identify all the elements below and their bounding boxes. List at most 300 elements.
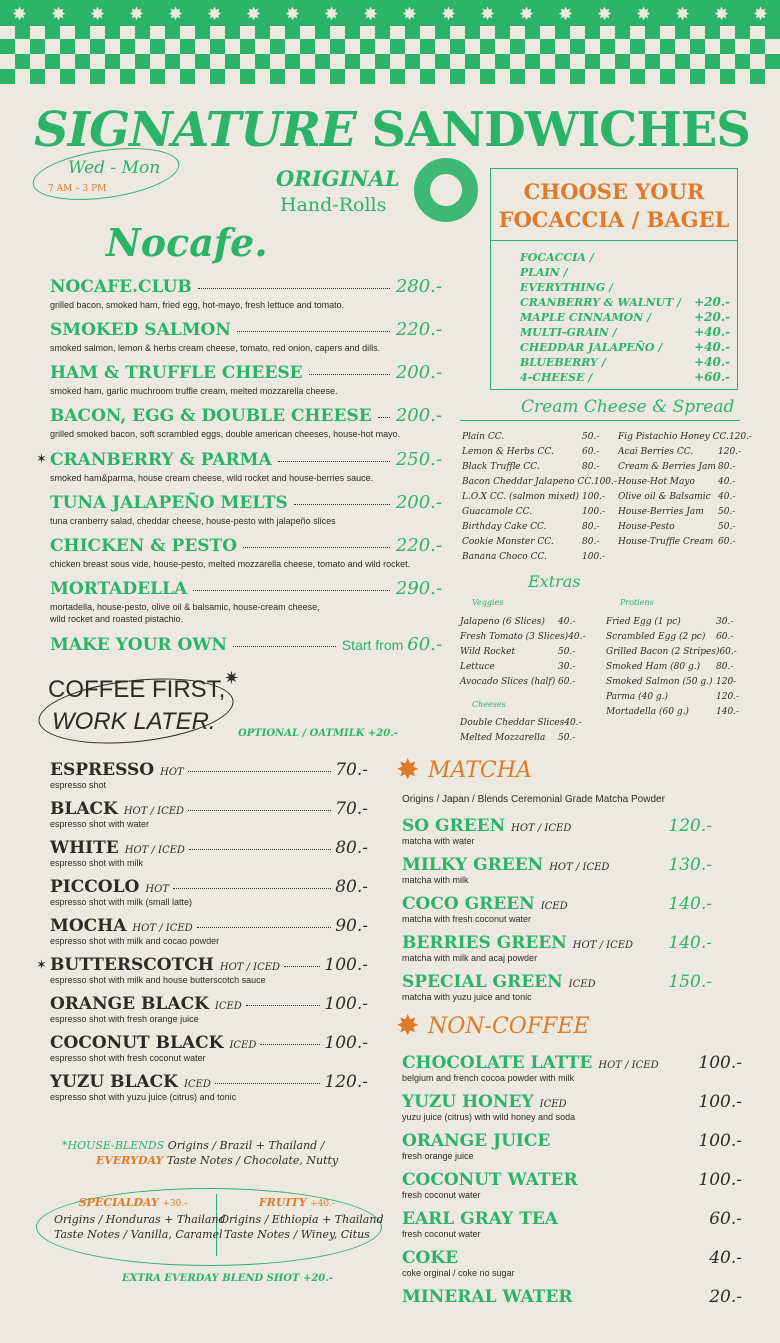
spread-price: 80.- xyxy=(582,462,600,472)
item-name: PICCOLO xyxy=(50,877,140,897)
make-your-own xyxy=(50,634,442,655)
list-item xyxy=(618,445,748,460)
list-item xyxy=(462,550,612,565)
extra-name: Smoked Salmon (50 g.) xyxy=(606,677,713,687)
spread-price: 100.- xyxy=(593,477,617,487)
spread-price: 100.- xyxy=(582,552,606,562)
list-item xyxy=(462,445,612,460)
item-desc: smoked ham, garlic muchroom truffle cream, melted mozzarella cheese. xyxy=(50,386,338,396)
open-days: Wed - Mon xyxy=(68,158,161,178)
sparkle-icon: ✸ xyxy=(167,4,184,25)
item-desc: mortadella, house-pesto, olive oil & balsamic, house-cream cheese, xyxy=(50,602,320,612)
list-item xyxy=(460,716,588,731)
cream-cheese-list-left xyxy=(462,430,617,565)
list-item xyxy=(460,630,588,645)
sparkle-icon: ✸ xyxy=(635,4,652,25)
menu-item xyxy=(50,362,442,397)
item-name: ORANGE JUICE xyxy=(402,1131,551,1151)
spread-price: 50.- xyxy=(718,522,736,532)
drink-item xyxy=(402,933,712,964)
sparkle-icon: ✸ xyxy=(440,4,457,25)
list-item xyxy=(462,475,617,490)
item-name: NOCAFE.CLUB xyxy=(50,277,192,297)
item-desc: espresso shot with milk (small latte) xyxy=(50,897,193,907)
spread-name: House-Berries Jam xyxy=(618,507,704,517)
item-price: 150.- xyxy=(668,972,712,992)
item-desc: grilled bacon, smoked ham, fried egg, hot-mayo, fresh lettuce and tomato. xyxy=(50,300,345,310)
matcha-title: MATCHA xyxy=(428,758,532,783)
sparkle-icon: ✸ xyxy=(11,4,28,25)
focaccia-list xyxy=(520,250,730,385)
item-price: 280.- xyxy=(395,276,442,297)
item-desc: tuna cranberry salad, cheddar cheese, house-pesto with jalapeño slices xyxy=(50,516,336,526)
sparkle-icon: ✸ xyxy=(323,4,340,25)
cheeses-list xyxy=(460,716,588,746)
extra-price: 60.- xyxy=(719,647,737,657)
bread-name: MAPLE CINNAMON / xyxy=(520,311,652,324)
extra-name: Grilled Bacon (2 Stripes) xyxy=(606,647,720,657)
extra-name: Wild Rocket xyxy=(460,647,516,657)
original-label: ORIGINAL xyxy=(276,166,400,191)
coffee-item xyxy=(50,760,368,791)
extra-price: 40.- xyxy=(568,632,586,642)
spread-price: 40.- xyxy=(718,477,736,487)
drink-item xyxy=(402,1170,742,1201)
item-name: BACON, EGG & DOUBLE CHEESE xyxy=(50,406,372,426)
item-price: 80.- xyxy=(335,838,368,858)
spread-name: Birthday Cake CC. xyxy=(462,522,547,532)
list-item xyxy=(606,690,746,705)
menu-item xyxy=(50,535,442,570)
item-tags: ICED xyxy=(214,1001,242,1012)
item-tags: HOT / ICED xyxy=(132,923,193,934)
extras-title: Extras xyxy=(528,572,581,591)
list-item xyxy=(520,280,730,295)
title-sandwiches: SANDWICHES xyxy=(371,102,750,158)
item-price: 100.- xyxy=(698,1092,742,1112)
item-desc: espresso shot xyxy=(50,780,107,790)
blend-notes: Taste Notes / Vanilla, Caramel xyxy=(54,1228,223,1241)
focaccia-title xyxy=(490,178,738,234)
fruity-blend xyxy=(220,1195,384,1242)
sparkle-icon: ✸ xyxy=(128,4,145,25)
item-name: MOCHA xyxy=(50,916,127,936)
item-desc: belgium and french cocoa powder with milk xyxy=(402,1073,575,1083)
spread-name: Cookie Monster CC. xyxy=(462,537,554,547)
list-item xyxy=(520,340,730,355)
cream-cheese-title: Cream Cheese & Spread xyxy=(521,397,735,417)
sparkle-icon: ✸ xyxy=(518,4,535,25)
extra-price: 140.- xyxy=(716,707,740,717)
open-hours: 7 AM – 3 PM xyxy=(48,184,107,194)
sparkle-icon: ✸ xyxy=(752,4,769,25)
list-item xyxy=(460,615,588,630)
drink-item xyxy=(402,1131,742,1162)
bread-name: MULTI-GRAIN / xyxy=(520,326,617,339)
spread-price: 50.- xyxy=(718,507,736,517)
spread-price: 50.- xyxy=(582,432,600,442)
item-name: COKE xyxy=(402,1248,459,1268)
item-price: 220.- xyxy=(395,535,442,556)
bread-name: CHEDDAR JALAPEÑO / xyxy=(520,341,663,354)
spread-name: Banana Choco CC. xyxy=(462,552,547,562)
item-name: CRANBERRY & PARMA xyxy=(50,450,272,470)
item-price: 290.- xyxy=(395,578,442,599)
item-desc: grilled smoked bacon, soft scrambled eggs, double american cheeses, house-hot mayo. xyxy=(50,429,401,439)
item-name: BLACK xyxy=(50,799,118,819)
item-name: YUZU HONEY xyxy=(402,1092,534,1112)
item-tags: HOT / ICED xyxy=(572,940,634,951)
noncoffee-title: NON-COFFEE xyxy=(428,1014,590,1039)
item-desc: fresh coconut water xyxy=(402,1229,481,1239)
list-item xyxy=(462,505,612,520)
list-item xyxy=(460,675,588,690)
cream-cheese-list-right xyxy=(618,430,753,550)
menu-item xyxy=(50,578,442,625)
item-desc: espresso shot with milk and house butterscotch sauce xyxy=(50,975,266,985)
extra-price: 40.- xyxy=(558,617,576,627)
sparkle-icon: ✷ xyxy=(224,668,240,689)
item-price: 40.- xyxy=(709,1248,742,1268)
cheeses-label: Cheeses xyxy=(472,700,506,709)
extra-price: 60.- xyxy=(558,677,576,687)
menu-item xyxy=(50,276,442,311)
list-item xyxy=(618,520,748,535)
extra-price: 50.- xyxy=(558,647,576,657)
list-item xyxy=(462,460,612,475)
spread-name: Guacamole CC. xyxy=(462,507,533,517)
list-item xyxy=(606,705,746,720)
item-desc: fresh coconut water xyxy=(402,1190,481,1200)
item-price: 220.- xyxy=(395,319,442,340)
bread-price: +40.- xyxy=(694,355,730,369)
sparkle-icon: ✸ xyxy=(206,4,223,25)
item-tags: ICED xyxy=(568,979,596,990)
list-item xyxy=(618,430,753,445)
veggies-list xyxy=(460,615,588,690)
item-name: WHITE xyxy=(50,838,119,858)
coffee-item xyxy=(50,838,368,869)
bread-price: +20.- xyxy=(694,310,730,324)
item-desc: espresso shot with milk xyxy=(50,858,144,868)
menu-item xyxy=(50,319,442,354)
sparkle-icon: ✸ xyxy=(674,4,691,25)
item-price: 60.- xyxy=(709,1209,742,1229)
title-signature: SIGNATURE xyxy=(34,102,356,158)
item-price: 80.- xyxy=(335,877,368,897)
item-name: MINERAL WATER xyxy=(402,1287,573,1307)
sparkle-icon: ✸ xyxy=(362,4,379,25)
list-item xyxy=(520,355,730,370)
item-desc: yuzu juice (citrus) with wild honey and soda xyxy=(402,1112,576,1122)
spread-name: L.O.X CC. (salmon mixed) xyxy=(462,492,580,502)
list-item xyxy=(462,490,612,505)
hand-rolls-label: Hand-Rolls xyxy=(280,194,387,216)
divider xyxy=(490,240,738,241)
drink-item xyxy=(402,1209,742,1240)
item-price: 100.- xyxy=(698,1053,742,1073)
drink-item xyxy=(402,816,712,847)
price-prefix: Start from xyxy=(341,637,404,653)
spread-name: Fig Pistachio Honey CC. xyxy=(618,432,729,442)
list-item xyxy=(462,430,612,445)
item-desc: smoked ham&parma, house cream cheese, wild rocket and house-berries sauce. xyxy=(50,473,374,483)
bread-name: FOCACCIA / xyxy=(520,251,594,264)
drink-item xyxy=(402,1287,742,1307)
list-item xyxy=(618,460,748,475)
bread-price xyxy=(680,250,730,265)
list-item xyxy=(520,325,730,340)
item-tags: ICED xyxy=(183,1079,211,1090)
drink-item xyxy=(402,1248,742,1279)
menu-item xyxy=(50,492,442,527)
item-tags: HOT / ICED xyxy=(598,1060,659,1071)
extra-name: Parma (40 g.) xyxy=(606,692,669,702)
divider xyxy=(460,420,740,421)
spread-price: 80.- xyxy=(582,537,600,547)
menu-item xyxy=(50,449,442,484)
item-price: 120.- xyxy=(324,1072,368,1092)
extra-price: 40.- xyxy=(564,718,582,728)
item-price: 130.- xyxy=(668,855,712,875)
item-name: ORANGE BLACK xyxy=(50,994,209,1014)
extra-name: Smoked Ham (80 g.) xyxy=(606,662,701,672)
bread-price: +60.- xyxy=(694,370,730,384)
item-desc: espresso shot with fresh coconut water xyxy=(50,1053,206,1063)
extra-name: Fresh Tomato (3 Slices) xyxy=(460,632,569,642)
item-desc: espresso shot with fresh orange juice xyxy=(50,1014,199,1024)
coffee-heading-2: WORK LATER. xyxy=(52,708,216,735)
spread-name: Black Truffle CC. xyxy=(462,462,540,472)
item-desc: smoked salmon, lemon & herbs cream cheese, tomato, red onion, capers and dills. xyxy=(50,343,381,353)
spread-name: Acai Berries CC. xyxy=(618,447,694,457)
item-name: SO GREEN xyxy=(402,816,506,836)
item-name: HAM & TRUFFLE CHEESE xyxy=(50,363,303,383)
extra-name: Lettuce xyxy=(460,662,495,672)
bread-name: BLUEBERRY / xyxy=(520,356,606,369)
item-name: COCO GREEN xyxy=(402,894,535,914)
item-name: ESPRESSO xyxy=(50,760,155,780)
optional-note: OPTIONAL / OATMILK +20.- xyxy=(238,728,398,739)
extra-name: Jalapeno (6 Slices) xyxy=(460,617,545,627)
item-price: 100.- xyxy=(698,1170,742,1190)
item-name: EARL GRAY TEA xyxy=(402,1209,558,1229)
drink-item xyxy=(402,894,712,925)
item-desc: matcha with milk xyxy=(402,875,469,885)
list-item xyxy=(460,645,588,660)
extra-name: Fried Egg (1 pc) xyxy=(606,617,681,627)
item-tags: HOT / ICED xyxy=(124,845,185,856)
drink-item xyxy=(402,972,712,1003)
sparkle-icon: ✸ xyxy=(596,4,613,25)
list-item xyxy=(618,535,748,550)
star-burst-icon: ✸ xyxy=(396,753,420,786)
coffee-item xyxy=(50,1033,368,1064)
house-blends xyxy=(62,1138,362,1168)
spread-price: 60.- xyxy=(582,447,600,457)
item-tags: HOT xyxy=(145,884,169,895)
item-tags: HOT / ICED xyxy=(511,823,572,834)
spread-price: 80.- xyxy=(718,462,736,472)
everyday-label: EVERYDAY xyxy=(96,1154,164,1167)
item-price: 140.- xyxy=(668,894,712,914)
spread-name: Cream & Berries Jam xyxy=(618,462,716,472)
item-price: 200.- xyxy=(395,492,442,513)
bread-name: EVERYTHING / xyxy=(520,281,613,294)
item-desc: chicken breast sous vide, house-pesto, melted mozzarella cheese, tomato and wild rocket. xyxy=(50,559,411,569)
blend-origins: Origins / Honduras + Thailand xyxy=(54,1213,226,1226)
item-name: MILKY GREEN xyxy=(402,855,544,875)
item-price: 100.- xyxy=(324,994,368,1014)
blend-price: +40.- xyxy=(310,1199,336,1209)
list-item xyxy=(606,645,746,660)
bread-price: +40.- xyxy=(694,325,730,339)
spread-name: House-Pesto xyxy=(618,522,675,532)
item-desc: espresso shot with water xyxy=(50,819,150,829)
extra-price: 120- xyxy=(716,677,737,687)
item-tags: ICED xyxy=(539,1099,567,1110)
bread-price: +20.- xyxy=(694,295,730,309)
spread-price: 40.- xyxy=(718,492,736,502)
item-tags: HOT / ICED xyxy=(123,806,185,817)
item-desc: matcha with milk and acaj powder xyxy=(402,953,538,963)
extra-name: Mortadella (60 g.) xyxy=(606,707,689,717)
item-desc: espresso shot with yuzu juice (citrus) and tonic xyxy=(50,1092,237,1102)
list-item xyxy=(618,490,748,505)
item-price: 100.- xyxy=(324,955,368,975)
item-price: 70.- xyxy=(335,760,368,780)
star-icon: ✶ xyxy=(36,452,47,467)
proteins-label: Protiens xyxy=(620,598,654,607)
everyday-notes: Taste Notes / Chocolate, Nutty xyxy=(166,1154,339,1167)
spread-price: 120.- xyxy=(728,432,753,442)
spread-price: 60.- xyxy=(718,537,736,547)
item-desc: espresso shot with milk and cocao powder xyxy=(50,936,220,946)
item-price: 140.- xyxy=(668,933,712,953)
sparkle-icon: ✸ xyxy=(284,4,301,25)
spread-name: Bacon Cheddar Jalapeno CC. xyxy=(462,477,594,487)
item-tags: ICED xyxy=(540,901,568,912)
spread-name: Lemon & Herbs CC. xyxy=(462,447,554,457)
list-item xyxy=(460,660,588,675)
item-price: 100.- xyxy=(324,1033,368,1053)
sparkle-icon: ✸ xyxy=(479,4,496,25)
sparkle-icon: ✸ xyxy=(245,4,262,25)
extra-price: 120.- xyxy=(716,692,740,702)
drink-item xyxy=(402,855,712,886)
item-name: SPECIAL GREEN xyxy=(402,972,563,992)
extra-price: 50.- xyxy=(558,733,576,743)
sparkle-icon: ✸ xyxy=(50,4,67,25)
coffee-item xyxy=(50,955,368,986)
item-desc: coke orginal / coke no sugar xyxy=(402,1268,515,1278)
list-item xyxy=(606,675,746,690)
list-item xyxy=(460,731,588,746)
item-price: 250.- xyxy=(395,449,442,470)
bread-name: CRANBERRY & WALNUT / xyxy=(520,296,682,309)
specialday-blend xyxy=(54,1195,226,1242)
extra-name: Avocado Slices (half) xyxy=(460,677,556,687)
blend-notes: Taste Notes / Winey, Citus xyxy=(224,1228,370,1241)
list-item xyxy=(606,615,746,630)
star-row xyxy=(0,4,780,25)
drink-item xyxy=(402,1092,742,1123)
item-name: SMOKED SALMON xyxy=(50,320,231,340)
bread-price: +40.- xyxy=(694,340,730,354)
blend-label: SPECIALDAY xyxy=(78,1196,159,1209)
blend-origins: Origins / Ethiopia + Thailand xyxy=(220,1213,384,1226)
coffee-item xyxy=(50,916,368,947)
bread-price xyxy=(680,265,730,280)
drink-item xyxy=(402,1053,742,1084)
item-price: 200.- xyxy=(395,405,442,426)
item-price: 60.- xyxy=(407,634,442,655)
list-item xyxy=(606,630,746,645)
star-icon: ✶ xyxy=(36,958,47,973)
list-item xyxy=(520,370,730,385)
extra-price: 30.- xyxy=(716,617,734,627)
item-name: MAKE YOUR OWN xyxy=(50,635,227,655)
focaccia-title-1: CHOOSE YOUR xyxy=(523,179,705,204)
list-item xyxy=(520,310,730,325)
item-price: 70.- xyxy=(335,799,368,819)
focaccia-title-2: FOCACCIA / BAGEL xyxy=(498,207,730,232)
list-item xyxy=(618,475,748,490)
list-item xyxy=(462,520,612,535)
brand-logo: Nocafe. xyxy=(106,220,268,265)
item-name: COCONUT WATER xyxy=(402,1170,578,1190)
list-item xyxy=(606,660,746,675)
blend-label: FRUITY xyxy=(258,1196,307,1209)
spread-price: 80.- xyxy=(582,522,600,532)
extra-name: Double Cheddar Slices xyxy=(460,718,565,728)
item-price: 100.- xyxy=(698,1131,742,1151)
item-desc: matcha with water xyxy=(402,836,475,846)
bread-price xyxy=(680,280,730,295)
item-price: 200.- xyxy=(395,362,442,383)
list-item xyxy=(520,250,730,265)
blend-price: +30.- xyxy=(162,1199,188,1209)
spread-price: 100.- xyxy=(582,507,606,517)
house-origins: Origins / Brazil + Thailand / xyxy=(167,1139,325,1152)
item-name: COCONUT BLACK xyxy=(50,1033,224,1053)
extra-name: Melted Mozzarella xyxy=(460,733,546,743)
veggies-label: Veggies xyxy=(472,598,504,607)
coffee-item xyxy=(50,877,368,908)
sparkle-icon: ✸ xyxy=(713,4,730,25)
item-tags: ICED xyxy=(229,1040,257,1051)
extra-name: Scrambled Egg (2 pc) xyxy=(606,632,706,642)
item-name: TUNA JALAPEÑO MELTS xyxy=(50,493,288,513)
spread-price: 120.- xyxy=(718,447,742,457)
item-name: BUTTERSCOTCH xyxy=(50,955,214,975)
list-item xyxy=(520,265,730,280)
item-tags: HOT / ICED xyxy=(549,862,610,873)
sparkle-icon: ✸ xyxy=(401,4,418,25)
extra-price: 60.- xyxy=(716,632,734,642)
menu-item xyxy=(50,405,442,440)
extra-price: 30.- xyxy=(558,662,576,672)
coffee-item xyxy=(50,799,368,830)
coffee-item xyxy=(50,1072,368,1103)
list-item xyxy=(520,295,730,310)
sparkle-icon: ✸ xyxy=(557,4,574,25)
item-price: 120.- xyxy=(668,816,712,836)
sparkle-icon: ✸ xyxy=(89,4,106,25)
list-item xyxy=(618,505,748,520)
house-blends-label: *HOUSE-BLENDS xyxy=(62,1139,165,1152)
item-desc: fresh orange juice xyxy=(402,1151,474,1161)
